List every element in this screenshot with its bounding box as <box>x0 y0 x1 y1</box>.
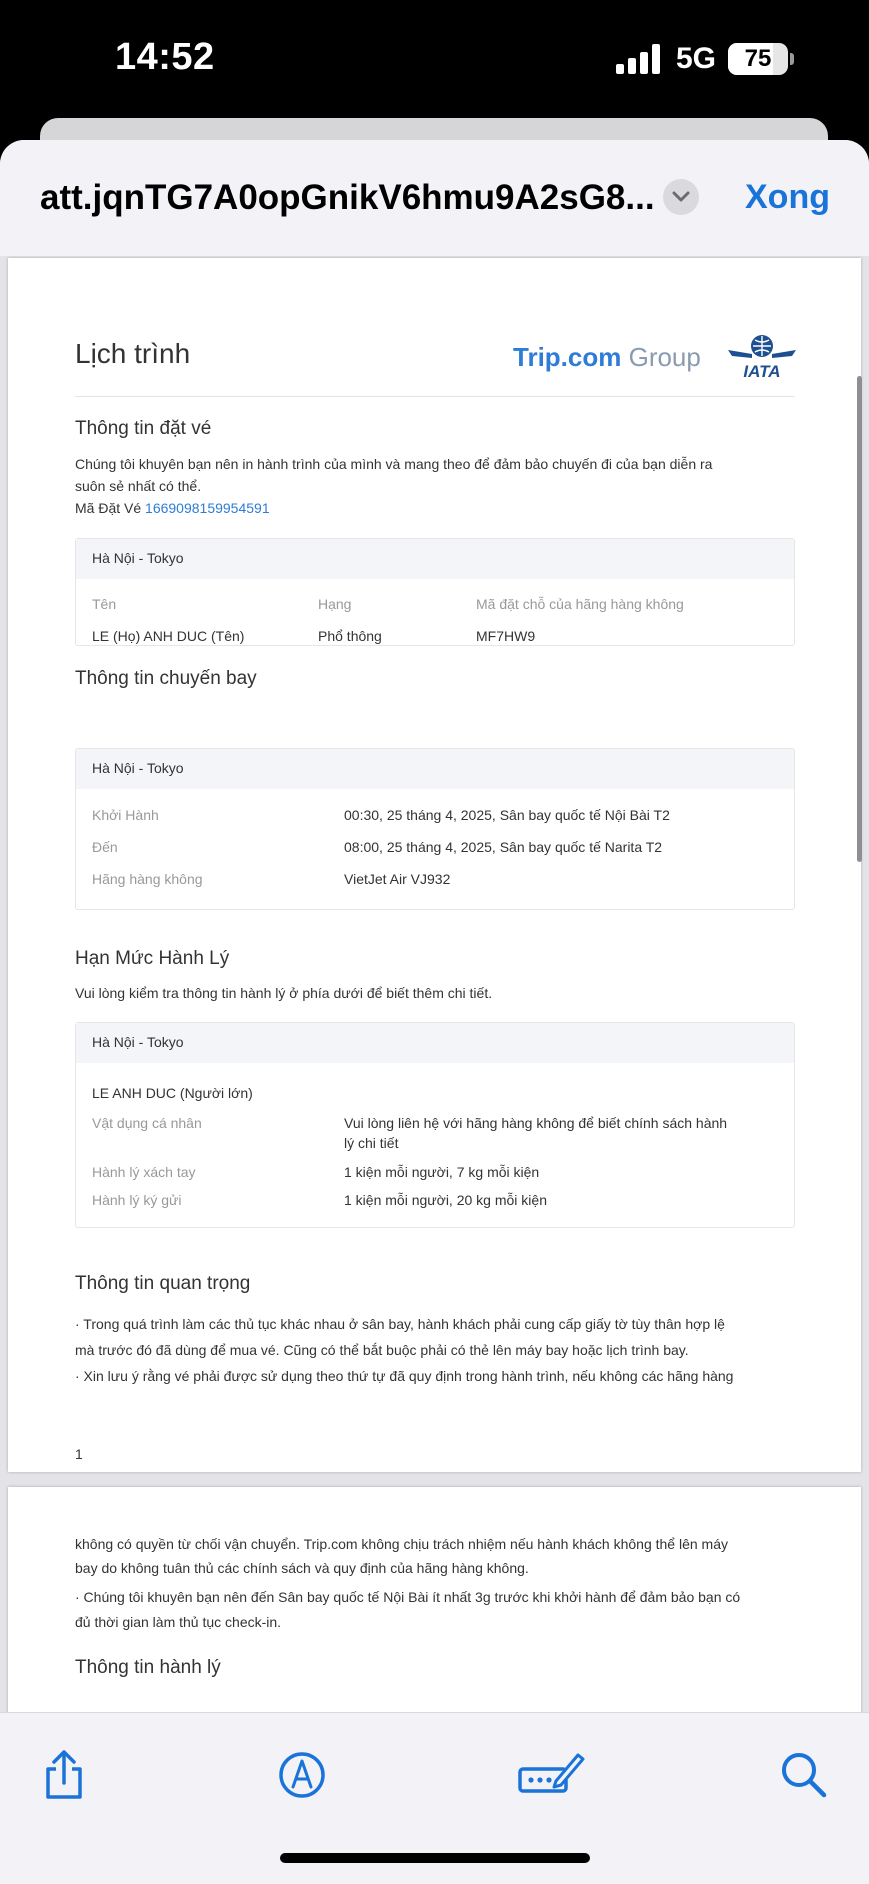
personal-item-value-l1: Vui lòng liên hệ với hãng hàng không để biết chính sách hành <box>344 1115 728 1131</box>
baggage-note: Vui lòng kiểm tra thông tin hành lý ở phía dưới để biết thêm chi tiết. <box>75 985 493 1001</box>
booking-code-row <box>75 497 270 519</box>
depart-label: Khởi Hành <box>92 807 159 823</box>
quick-look-sheet <box>0 140 869 1884</box>
booking-note-line1: Chúng tôi khuyên bạn nên in hành trình của mình và mang theo để đảm bảo chuyến đi của bạn diễn ra <box>75 456 713 472</box>
arrive-value: 08:00, 25 tháng 4, 2025, Sân bay quốc tế Narita T2 <box>344 839 663 855</box>
baggage-info-heading: Thông tin hành lý <box>75 1657 221 1678</box>
viewer-header <box>0 140 869 256</box>
title-divider <box>75 396 795 397</box>
search-button[interactable] <box>776 1747 832 1803</box>
passenger-card <box>75 538 795 646</box>
booking-code-link[interactable]: 1669098159954591 <box>145 500 270 516</box>
important-p3-l1: · Chúng tôi khuyên bạn nên đến Sân bay quốc tế Nội Bài ít nhất 3g trước khi khởi hành để đảm bảo bạn có <box>75 1589 741 1605</box>
page-number: 1 <box>75 1446 83 1462</box>
baggage-card-route: Hà Nội - Tokyo <box>76 1023 794 1063</box>
baggage-heading: Hạn Mức Hành Lý <box>75 948 230 969</box>
booking-code-label: Mã Đặt Vé <box>75 500 142 516</box>
battery-level: 75 <box>744 45 772 72</box>
airline-label: Hãng hàng không <box>92 871 203 887</box>
chevron-down-icon <box>672 191 690 203</box>
home-indicator[interactable] <box>280 1853 590 1863</box>
baggage-card <box>75 1022 795 1228</box>
signal-icon <box>616 44 662 74</box>
battery-tip <box>790 53 794 65</box>
important-p1-l1: · Trong quá trình làm các thủ tục khác nhau ở sân bay, hành khách phải cung cấp giấy tờ tùy thân hợp lệ <box>75 1316 725 1332</box>
flight-heading: Thông tin chuyến bay <box>75 668 257 689</box>
booking-heading: Thông tin đặt vé <box>75 418 212 439</box>
important-heading: Thông tin quan trọng <box>75 1273 251 1294</box>
important-p2-l2: không có quyền từ chối vận chuyển. Trip.com không chịu trách nhiệm nếu hành khách không thể lên máy <box>75 1536 728 1552</box>
cabin-class: Phổ thông <box>318 628 382 644</box>
battery-icon <box>728 43 788 75</box>
passenger-card-route: Hà Nội - Tokyo <box>76 539 794 579</box>
depart-value: 00:30, 25 tháng 4, 2025, Sân bay quốc tế Nội Bài T2 <box>344 807 670 823</box>
scrollbar[interactable] <box>857 376 862 862</box>
checked-bag-value: 1 kiện mỗi người, 20 kg mỗi kiện <box>344 1192 547 1208</box>
pdf-page-1 <box>8 258 861 1472</box>
important-p2-l3: bay do không tuân thủ các chính sách và quy định của hãng hàng không. <box>75 1560 529 1576</box>
search-icon <box>776 1747 832 1803</box>
arrive-label: Đến <box>92 839 118 855</box>
col-pnr-label: Mã đặt chỗ của hãng hàng không <box>476 596 684 612</box>
share-button[interactable] <box>36 1747 92 1803</box>
share-icon <box>36 1747 92 1803</box>
personal-item-label: Vật dụng cá nhân <box>92 1115 202 1131</box>
status-bar <box>0 0 869 120</box>
important-p2-l1: · Xin lưu ý rằng vé phải được sử dụng theo thứ tự đã quy định trong hành trình, nếu không các hãng hàng <box>75 1368 734 1384</box>
flight-card <box>75 748 795 910</box>
status-time: 14:52 <box>115 36 215 78</box>
logo-trip-text: Trip.com <box>513 342 622 372</box>
itinerary-title: Lịch trình <box>75 338 191 369</box>
checked-bag-label: Hành lý ký gửi <box>92 1192 182 1208</box>
pdf-page-2 <box>8 1487 861 1712</box>
markup-button[interactable] <box>274 1747 330 1803</box>
iata-logo <box>726 332 798 380</box>
markup-icon <box>274 1747 330 1803</box>
svg-text:IATA: IATA <box>743 362 781 380</box>
airline-value: VietJet Air VJ932 <box>344 871 451 887</box>
airline-pnr: MF7HW9 <box>476 628 536 644</box>
file-name[interactable]: att.jqnTG7A0opGnikV6hmu9A2sG8... <box>40 178 655 217</box>
title-menu-button[interactable] <box>663 179 699 215</box>
carry-on-value: 1 kiện mỗi người, 7 kg mỗi kiện <box>344 1164 540 1180</box>
baggage-passenger: LE ANH DUC (Người lớn) <box>92 1085 253 1101</box>
important-p3-l2: đủ thời gian làm thủ tục check-in. <box>75 1614 282 1630</box>
trip-com-logo <box>513 342 701 373</box>
network-type: 5G <box>676 42 717 75</box>
carry-on-label: Hành lý xách tay <box>92 1164 196 1180</box>
personal-item-value-l2: lý chi tiết <box>344 1135 399 1151</box>
important-p1-l2: mà trước đó đã dùng để mua vé. Cũng có thể bắt buộc phải có thẻ lên máy bay hoặc lịch trình bay. <box>75 1342 689 1358</box>
form-fill-icon <box>516 1747 586 1803</box>
booking-note-line2: suôn sẻ nhất có thể. <box>75 478 202 494</box>
document-viewer[interactable] <box>0 256 869 1712</box>
fill-sign-button[interactable] <box>516 1747 586 1803</box>
passenger-name: LE (Họ) ANH DUC (Tên) <box>92 628 245 644</box>
col-class-label: Hạng <box>318 596 352 612</box>
done-button[interactable]: Xong <box>745 178 830 216</box>
flight-card-route: Hà Nội - Tokyo <box>76 749 794 789</box>
col-name-label: Tên <box>92 596 117 612</box>
logo-group-text: Group <box>628 342 701 372</box>
